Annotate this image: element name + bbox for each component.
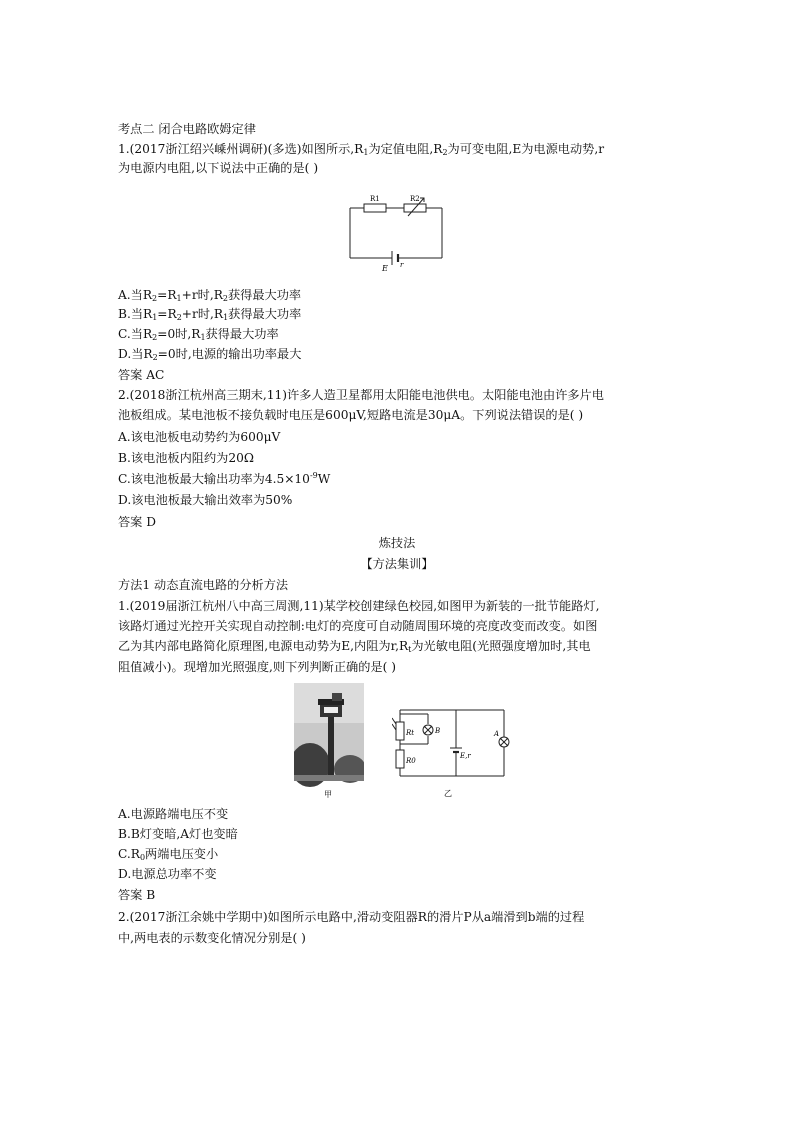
q3-option-b: B.B灯变暗,A灯也变暗 [118, 827, 238, 841]
q3-stem-line1: 1.(2019届浙江杭州八中高三周测,11)某学校创建绿色校园,如图甲为新装的一批节能路灯, [118, 599, 600, 613]
q3-option-d: D.电源总功率不变 [118, 867, 217, 881]
q3-option-c: $C.R_0$两端电压变小 [118, 847, 219, 862]
q3-answer: 答案 B [118, 888, 156, 902]
q4-stem-line2: 中,两电表的示数变化情况分别是( ) [118, 931, 306, 945]
q3-label-rt: Rt [406, 729, 415, 737]
q1-label-r1: R1 [370, 195, 380, 203]
section-heading: 考点二 闭合电路欧姆定律 [118, 122, 256, 136]
circuit-caption-yi: 乙 [444, 789, 452, 798]
photo-caption-jia: 甲 [324, 790, 332, 799]
q2-answer: 答案 D [118, 515, 157, 529]
q2-option-b: B.该电池板内阻约为20Ω [118, 451, 254, 465]
q1-option-c: C.当$R_2=0$时$,R_1$获得最大功率 [118, 327, 279, 342]
q3-stem-line2: 该路灯通过光控开关实现自动控制:电灯的亮度可自动随周围环境的亮度改变而改变。如图 [118, 619, 598, 633]
q1-label-e: E [382, 264, 388, 273]
method-heading: 方法1 动态直流电路的分析方法 [118, 578, 289, 592]
q2-option-a: A.该电池板电动势约为600μV [118, 430, 281, 444]
q2-stem-line1: 2.(2018浙江杭州高三期末,11)许多人造卫星都用太阳能电池供电。太阳能电池由许多片电 [118, 388, 604, 402]
q1-circuit-diagram [346, 192, 446, 274]
q1-option-d: D.当$R_2=0$时,电源的输出功率最大 [118, 347, 302, 362]
q1-label-r: r [400, 261, 404, 269]
q1-stem-line2: 为电源内电阻,以下说法中正确的是( ) [118, 161, 319, 175]
q1-label-r2: R2 [410, 195, 420, 203]
q3-label-er: E,r [460, 752, 471, 760]
q1-option-a: A.当$R_2=R_1+r$时$,R_2$获得最大功率 [118, 288, 302, 303]
q3-label-a: A [494, 730, 500, 738]
q4-stem-line1: 2.(2017浙江余姚中学期中)如图所示电路中,滑动变阻器R的滑片P从a端滑到b端的过程 [118, 910, 585, 924]
q1-option-b: B.当$R_1=R_2+r$时$,R_1$获得最大功率 [118, 307, 302, 322]
q3-label-r0: R0 [406, 757, 416, 765]
q3-stem-line3: 乙为其内部电路简化原理图,电源电动势为E,内阻为$r,R_t$为光敏电阻(光照强度增加时,其电 [118, 639, 591, 654]
q1-stem-line1: 1.(2017浙江绍兴嵊州调研)(多选)如图所示$,R_1$为定值电阻$,R_2$为可变电阻,E为电源电动势,r [118, 142, 605, 157]
part-subtitle: 【方法集训】 [360, 557, 434, 571]
streetlight-photo [294, 683, 364, 801]
part-title: 炼技法 [378, 536, 416, 550]
q2-option-d: D.该电池板最大输出效率为50% [118, 493, 293, 507]
q3-option-a: A.电源路端电压不变 [118, 807, 229, 821]
q2-option-c: C.该电池板最大输出功率为$4.5\times 10^{-9}W$ [118, 471, 331, 486]
q3-circuit-diagram [392, 690, 510, 800]
q3-stem-line4: 阻值减小)。现增加光照强度,则下列判断正确的是( ) [118, 660, 396, 674]
q1-answer: 答案 AC [118, 368, 165, 382]
q3-label-b: B [435, 727, 441, 735]
q2-stem-line2: 池板组成。某电池板不接负载时电压是600μV,短路电流是30μA。下列说法错误的是( ) [118, 408, 584, 422]
